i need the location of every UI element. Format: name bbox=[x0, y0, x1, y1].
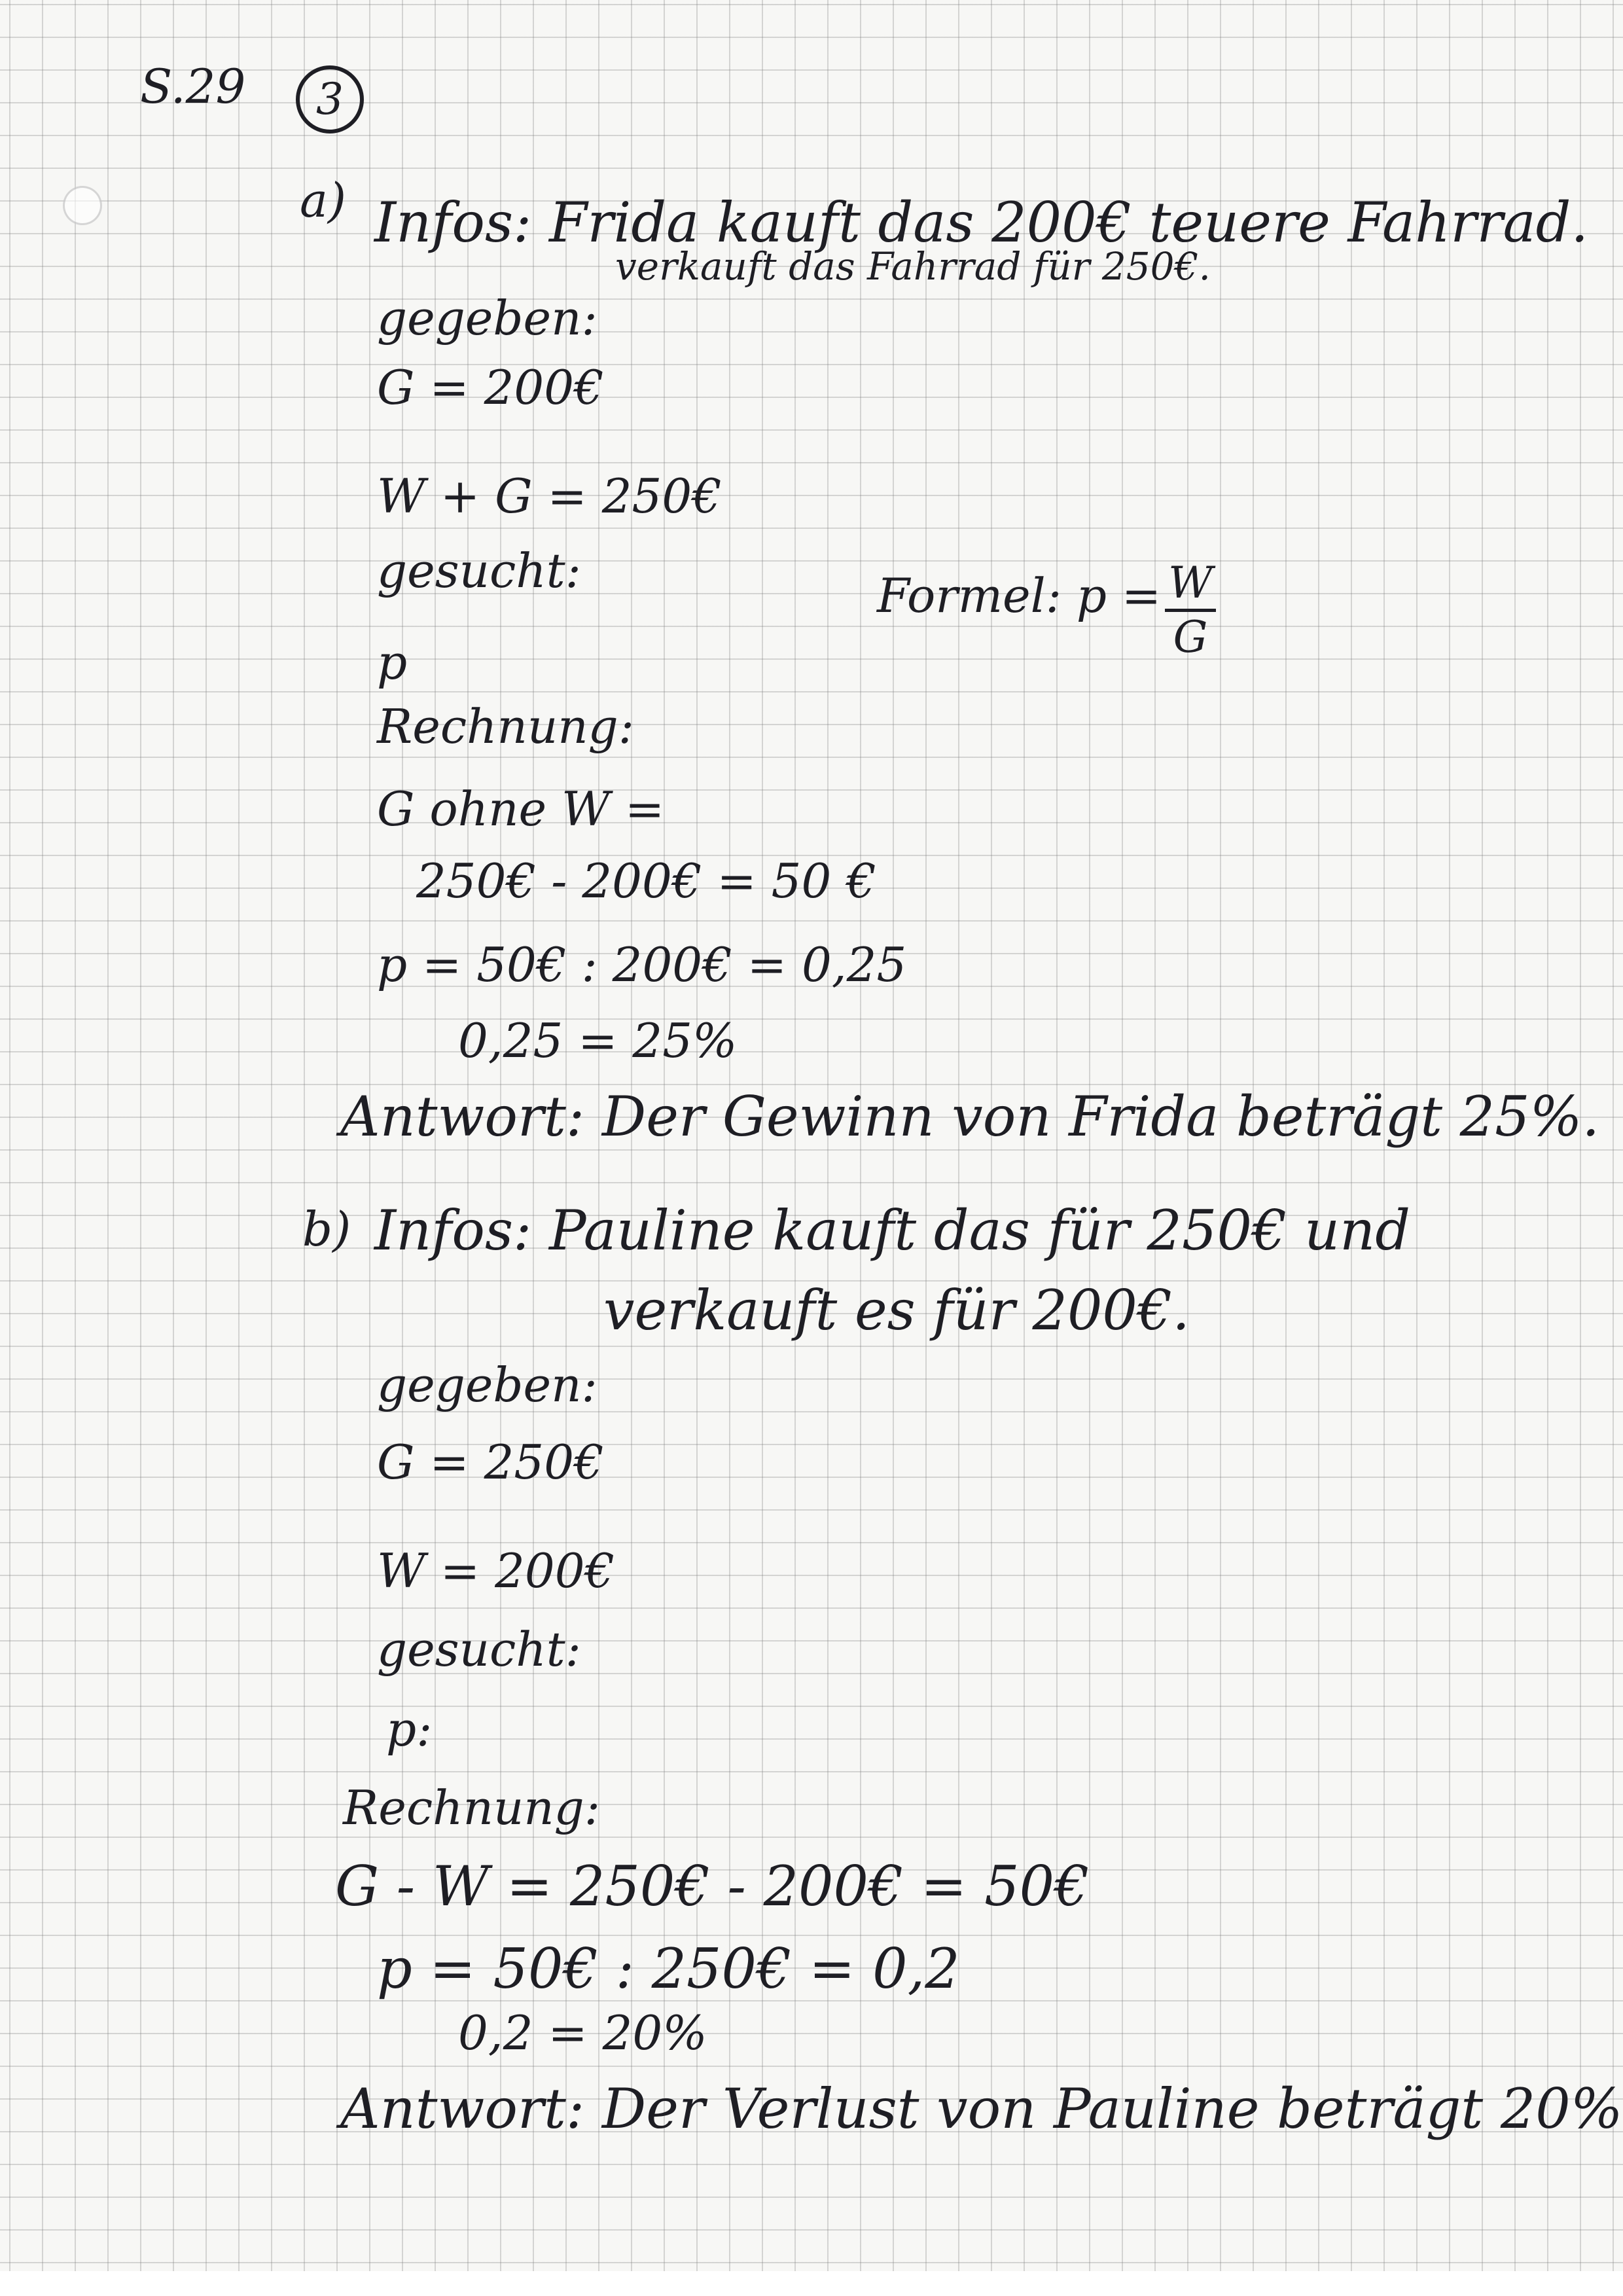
formula-numerator: W bbox=[1168, 558, 1213, 608]
part-b-given-label: gegeben: bbox=[377, 1357, 597, 1412]
paper-bottom-edge bbox=[0, 2271, 1623, 2296]
part-b-answer: Antwort: Der Verlust von Pauline beträgt 20% bbox=[340, 2077, 1623, 2141]
part-b-sought-label: gesucht: bbox=[377, 1622, 581, 1677]
part-b-calc-label: Rechnung: bbox=[343, 1780, 600, 1835]
part-a-infos-line1: Infos: Frida kauft das 200€ teuere Fahrrad. bbox=[374, 190, 1589, 255]
task-number-circle: 3 bbox=[296, 65, 364, 134]
formula-denominator: G bbox=[1173, 612, 1208, 662]
part-b-calc-2: p = 50€ : 250€ = 0,2 bbox=[377, 1937, 960, 2001]
part-b-sought-1: p: bbox=[386, 1702, 433, 1757]
part-a-sought-label: gesucht: bbox=[377, 543, 581, 598]
part-a-answer: Antwort: Der Gewinn von Frida beträgt 25%. bbox=[340, 1085, 1600, 1149]
part-a-sought-1: p bbox=[377, 635, 408, 690]
part-b-infos-line1: Infos: Pauline kauft das für 250€ und bbox=[374, 1198, 1410, 1263]
part-b-label: b) bbox=[302, 1202, 351, 1257]
page-reference: S.29 bbox=[140, 59, 246, 114]
part-a-calc-2: 250€ - 200€ = 50 € bbox=[416, 853, 876, 908]
part-a-infos-line2: verkauft das Fahrrad für 250€. bbox=[615, 244, 1211, 289]
part-a-calc-1: G ohne W = bbox=[377, 781, 665, 836]
part-a-given-1: G = 200€ bbox=[377, 360, 604, 415]
part-b-given-2: W = 200€ bbox=[377, 1543, 615, 1598]
part-a-given-2: W + G = 250€ bbox=[377, 469, 722, 524]
part-a-formula-label: Formel: p = bbox=[877, 568, 1162, 623]
part-a-formula-fraction bbox=[1165, 558, 1216, 662]
part-b-calc-3: 0,2 = 20% bbox=[458, 2005, 707, 2060]
part-a-calc-label: Rechnung: bbox=[377, 699, 634, 754]
part-b-infos-line2: verkauft es für 200€. bbox=[603, 1278, 1190, 1342]
part-a-given-label: gegeben: bbox=[377, 291, 597, 346]
part-a-label: a) bbox=[300, 173, 347, 228]
part-b-calc-1: G - W = 250€ - 200€ = 50€ bbox=[335, 1854, 1090, 1918]
part-b-given-1: G = 250€ bbox=[377, 1435, 604, 1490]
part-a-calc-3: p = 50€ : 200€ = 0,25 bbox=[377, 937, 907, 992]
part-a-calc-4: 0,25 = 25% bbox=[458, 1013, 738, 1068]
punch-hole-mark bbox=[63, 186, 102, 225]
